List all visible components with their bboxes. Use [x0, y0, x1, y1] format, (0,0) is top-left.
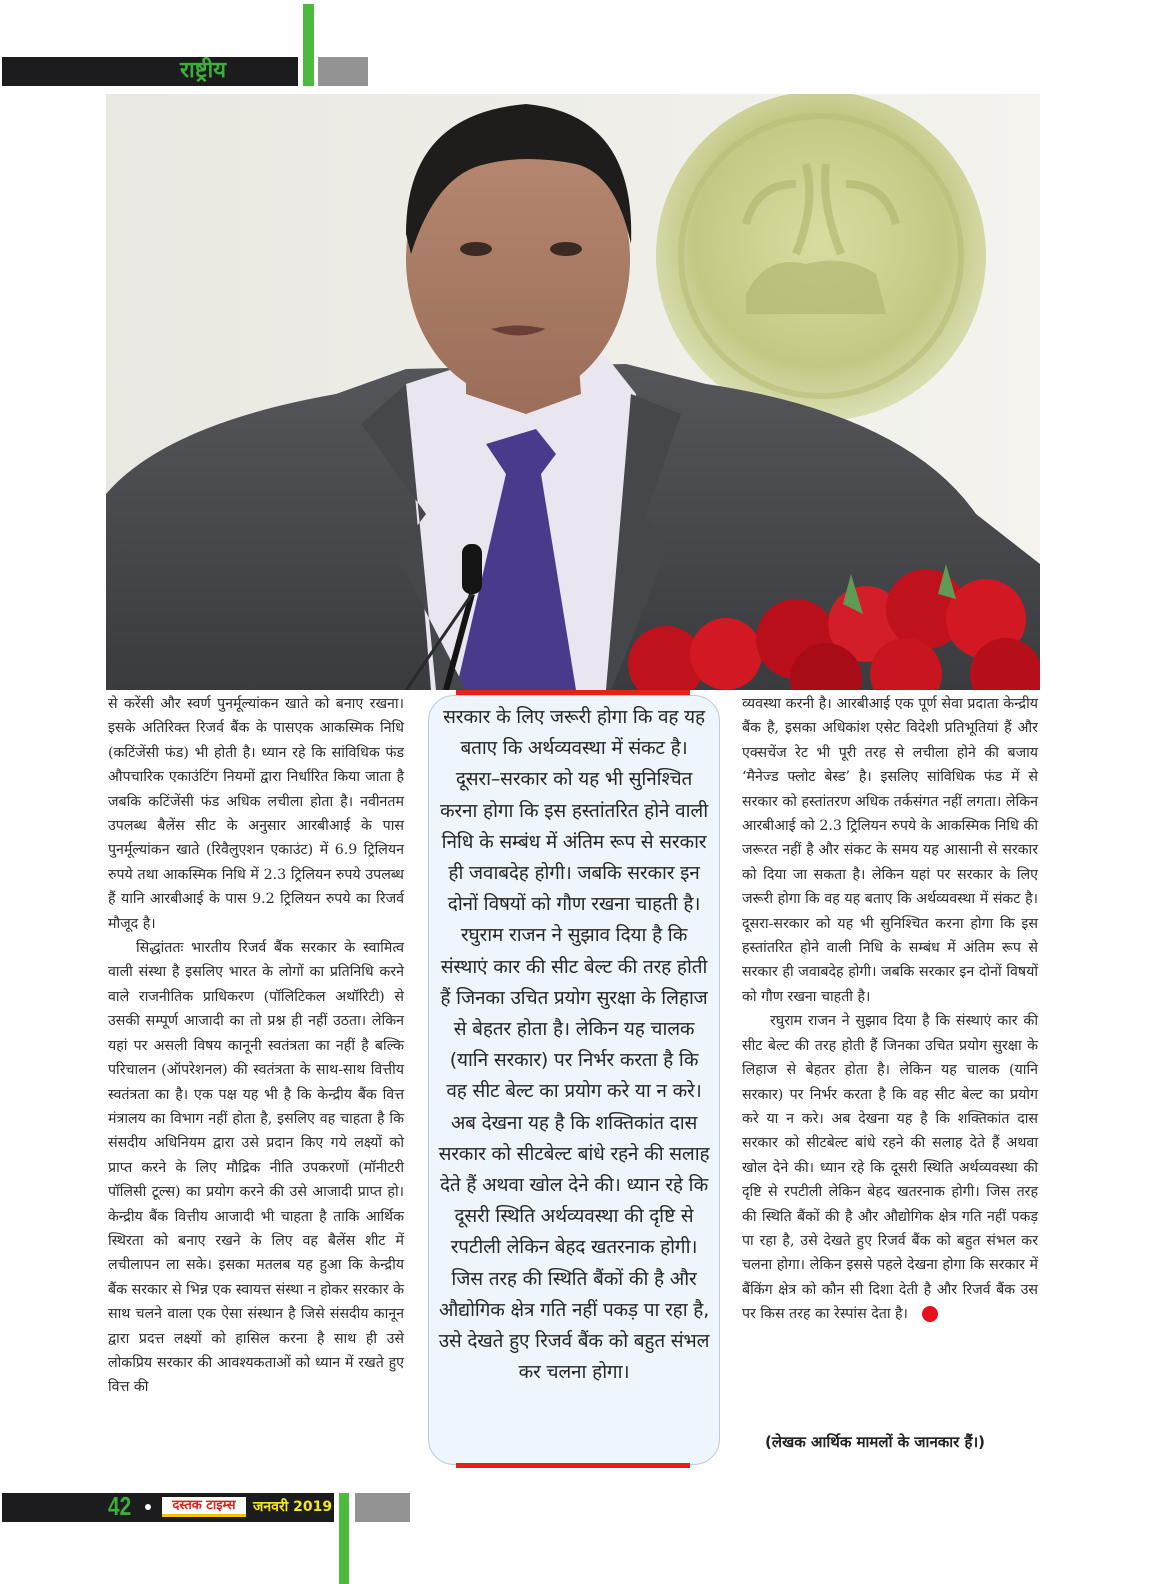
issue-date: जनवरी 2019 [253, 1499, 333, 1515]
header-gray-block [318, 57, 368, 86]
paragraph-text: रघुराम राजन ने सुझाव दिया है कि संस्थाएं कार की सीट बेल्ट की तरह होती हैं जिनका उचित प्रयोग सुरक्षा के लिहाज से बेहतर होता है। लेकिन यह चालक (यानि सरकार) पर निर्भर करता है कि वह सीट बेल्ट का प्रयोग करे या न करे। अब देखना यह है कि शक्तिकांत दास सरकार को सीटबेल्ट बांधे रहने की सलाह देते हैं अथवा खोल देने की। ध्यान रहे कि दूसरी स्थिति अर्थव्यवस्था की दृष्टि से रपटीली लेकिन बेहद खतरनाक होगी। जिस तरह की स्थिति बैंकों की है और औद्योगिक क्षेत्र गति नहीं पकड़ पा रहा है, उसे देखते हुए रिजर्व बैंक को बहुत संभल कर चलना होगा। लेकिन इससे पहले देखना होगा कि सरकार में बैंकिंग क्षेत्र को कौन सी दिशा देती है और रिजर्व बैंक उस पर किस तरह का रेस्पांस देता है। [742, 1013, 1038, 1323]
bullet-separator-icon [145, 1504, 151, 1510]
portrait-illustration [106, 94, 1040, 690]
paragraph: व्यवस्था करनी है। आरबीआई एक पूर्ण सेवा प्रदाता केन्द्रीय बैंक है, इसका अधिकांश एसेट विदेशी प्रतिभूतियां हैं और एक्सचेंज रेट भी पूरी तरह से लचीला होने की बजाय ‘मैनेज्ड फ्लोट बेस्ड’ है। इसलिए सांविधिक फंड में से सरकार को हस्तांतरण अधिक तर्कसंगत नहीं लगता। लेकिन आरबीआई को 2.3 ट्रिलियन रुपये के आकस्मिक निधि की जरूरत नहीं है और संकट के समय यह आसानी से सरकार को दिया जा सकता है। लेकिन यहां पर सरकार के लिए जरूरी होगा कि वह यह बताए कि अर्थव्यवस्था में संकट है। दूसरा-सरकार को यह भी सुनिश्चित करना होगा कि इस हस्तांतरित होने वाली निधि के सम्बंध में अंतिम रूप से सरकार ही जवाबदेह होगी। जबकि सरकार इन दोनों विषयों को गौण रखना चाहती है। [742, 696, 1038, 1005]
header-band [2, 57, 298, 86]
paragraph [742, 1009, 1038, 1326]
pull-quote-text: सरकार के लिए जरूरी होगा कि वह यह बताए कि अर्थव्यवस्था में संकट है। दूसरा–सरकार को यह भी सुनिश्चित करना होगा कि इस हस्तांतरित होने वाली निधि के सम्बंध में अंतिम रूप से सरकार ही जवाबदेह होगी। जबकि सरकार इन दोनों विषयों को गौण रखना चाहती है। रघुराम राजन ने सुझाव दिया है कि संस्थाएं कार की सीट बेल्ट की तरह होती हैं जिनका उचित प्रयोग सुरक्षा के लिहाज से बेहतर होता है। लेकिन यह चालक (यानि सरकार) पर निर्भर करता है कि वह सीट बेल्ट का प्रयोग करे या न करे। अब देखना यह है कि शक्तिकांत दास सरकार को सीटबेल्ट बांधे रहने की सलाह देते हैं अथवा खोल देने की। ध्यान रहे कि दूसरी स्थिति अर्थव्यवस्था की दृष्टि से रपटीली लेकिन बेहद खतरनाक होगी। जिस तरह की स्थिति बैंकों की है और औद्योगिक क्षेत्र गति नहीं पकड़ पा रहा है, उसे देखते हुए रिजर्व बैंक को बहुत संभल कर चलना होगा। [438, 706, 710, 1384]
pull-quote-bottom-rule [456, 1463, 690, 1468]
paragraph: सिद्धांततः भारतीय रिजर्व बैंक सरकार के स्वामित्व वाली संस्था है इसलिए भारत के लोगों का प्रतिनिधि करने वाले राजनीतिक प्राधिकरण (पॉलिटिकल अथॉरिटी) से उसकी सम्पूर्ण आजादी का तो प्रश्न ही नहीं उठता। लेकिन यहां पर असली विषय कानूनी स्वतंत्रता का नहीं है बल्कि परिचालन (ऑपरेशनल) की स्वतंत्रता के साथ-साथ वित्तीय स्वतंत्रता का है। एक पक्ष यह भी है कि केन्द्रीय बैंक वित्त मंत्रालय का विभाग नहीं होता है, इसलिए वह चाहता है कि संसदीय अधिनियम द्वारा उसे प्रदान किए गये लक्ष्यों को प्राप्त करने के लिए मौद्रिक नीति उपकरणों (मॉनीटरी पॉलिसी टूल्स) का प्रयोग करने की उसे आजादी प्राप्त हो। केन्द्रीय बैंक वित्तीय आजादी भी चाहता है ताकि आर्थिक स्थिरता को बनाए रखने के लिए वह बैलेंस शीट में लचीलापन ला सके। इसका मतलब यह हुआ कि केन्द्रीय बैंक सरकार से भिन्न एक स्वायत्त संस्था न होकर सरकार के साथ चलने वाला एक ऐसा संस्थान है जिसे संसदीय कानून द्वारा प्रदत्त लक्ष्यों को हासिल करना है साथ ही उसे लोकप्रिय सरकार की आवश्यकताओं को ध्यान में रखते हुए वित्त की [108, 940, 404, 1396]
author-note: (लेखक आर्थिक मामलों के जानकार हैं।) [765, 1433, 986, 1451]
article-column-left [108, 692, 404, 1400]
rbi-emblem-icon [656, 94, 986, 421]
page-number: 42 [108, 1491, 132, 1521]
header-green-accent [303, 4, 314, 86]
article-column-right [742, 692, 1038, 1327]
paragraph: से करेंसी और स्वर्ण पुनर्मूल्यांकन खाते को बनाए रखना। इसके अतिरिक्त रिजर्व बैंक के पासएक आकस्मिक निधि (कटिंजेंसी फंड) भी होती है। ध्यान रहे कि सांविधिक फंड औपचारिक एकाउंटिंग नियमों द्वारा निर्धारित किया जाता है जबकि कटिंजेंसी फंड अधिक लचीला होता है। नवीनतम उपलब्ध बैलेंस सीट के अनुसार आरबीआई के पास पुनर्मूल्यांकन खाते (रिवैलुएशन एकाउंट) में 6.9 ट्रिलियन रुपये तथा आकस्मिक निधि में 2.3 ट्रिलियन रुपये उपलब्ध हैं यानि आरबीआई के पास 9.2 ट्रिलियन रुपये का रिजर्व मौजूद है। [108, 696, 404, 932]
pull-quote-box [428, 695, 720, 1465]
footer-gray-block [355, 1493, 410, 1522]
end-mark-icon [922, 1306, 938, 1322]
footer-green-accent [339, 1493, 349, 1584]
article-photo [106, 94, 1040, 690]
section-title: राष्ट्रीय [180, 58, 227, 83]
magazine-logo: दस्तक टाइम्स [162, 1497, 246, 1517]
